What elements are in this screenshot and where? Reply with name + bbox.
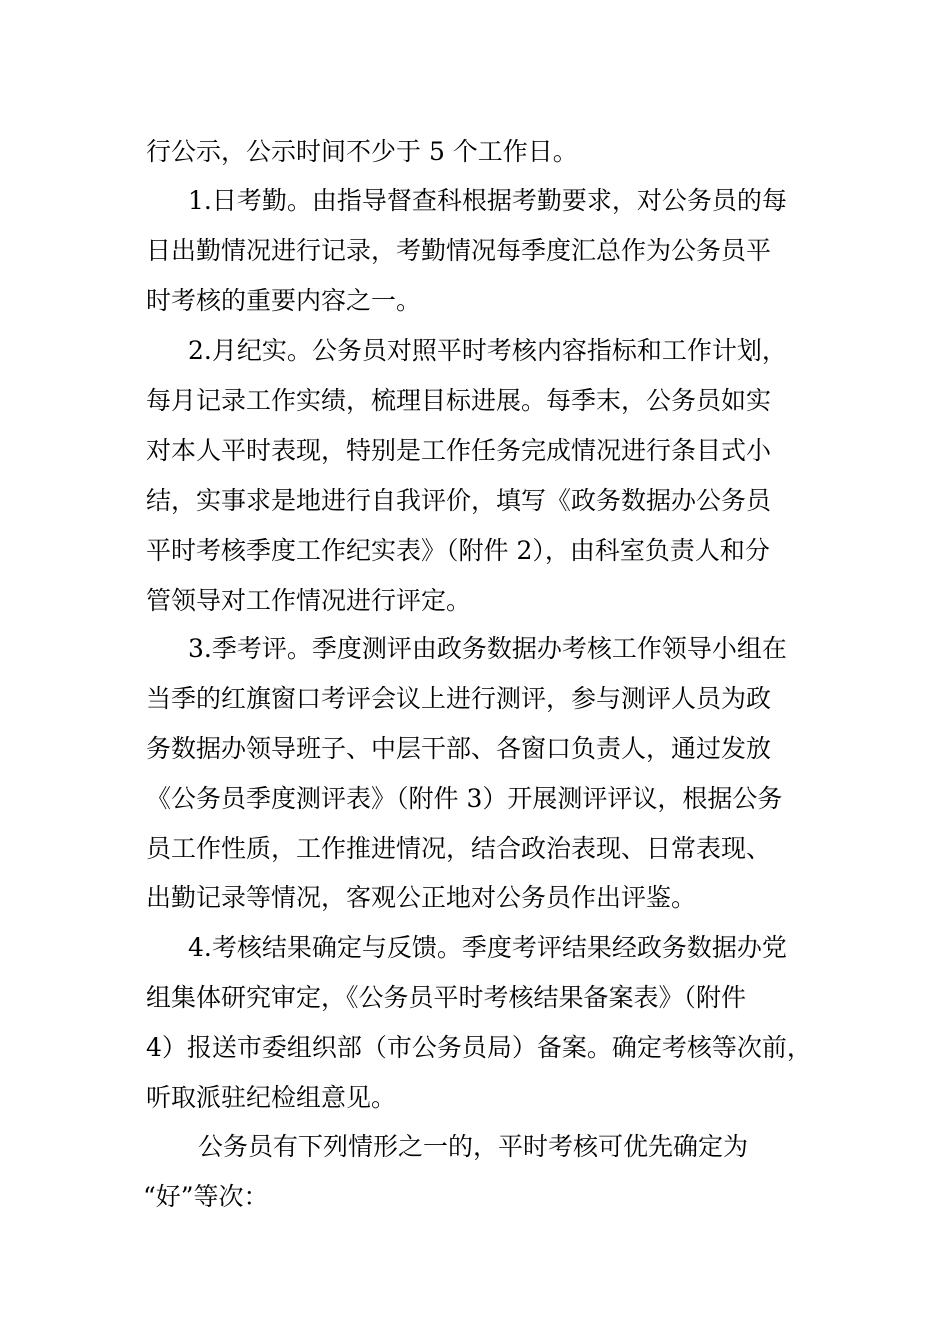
paragraph-line: 时考核的重要内容之一。 bbox=[146, 286, 422, 315]
paragraph-line: “好”等次： bbox=[143, 1182, 269, 1211]
paragraph-line: 管领导对工作情况进行评定。 bbox=[146, 586, 472, 615]
paragraph-line: 《公务员季度测评表》（附件 3）开展测评评议，根据公务 bbox=[146, 784, 783, 813]
paragraph-line: 对本人平时表现，特别是工作任务完成情况进行条目式小 bbox=[146, 436, 772, 465]
paragraph-line: 员工作性质，工作推进情况，结合政治表现、日常表现、 bbox=[146, 834, 772, 863]
paragraph-line: 平时考核季度工作纪实表》（附件 2），由科室负责人和分 bbox=[146, 536, 770, 565]
paragraph-line: 组集体研究审定，《公务员平时考核结果备案表》（附件 bbox=[146, 983, 747, 1012]
paragraph-line: 公务员有下列情形之一的，平时考核可优先确定为 bbox=[198, 1132, 749, 1161]
paragraph-line: 1.日考勤。由指导督查科根据考勤要求，对公务员的每 bbox=[188, 186, 787, 215]
paragraph-line: 3.季考评。季度测评由政务数据办考核工作领导小组在 bbox=[188, 634, 787, 663]
paragraph-line: 每月记录工作实绩，梳理目标进展。每季末，公务员如实 bbox=[146, 386, 772, 415]
paragraph-line: 日出勤情况进行记录，考勤情况每季度汇总作为公务员平 bbox=[146, 236, 772, 265]
paragraph-line: 听取派驻纪检组意见。 bbox=[146, 1083, 397, 1112]
paragraph-line: 行公示，公示时间不少于 5 个工作日。 bbox=[146, 137, 578, 166]
paragraph-line: 出勤记录等情况，客观公正地对公务员作出评鉴。 bbox=[146, 883, 697, 912]
paragraph-line: 务数据办领导班子、中层干部、各窗口负责人，通过发放 bbox=[146, 734, 772, 763]
paragraph-line: 4.考核结果确定与反馈。季度考评结果经政务数据办党 bbox=[188, 933, 787, 962]
paragraph-line: 当季的红旗窗口考评会议上进行测评，参与测评人员为政 bbox=[146, 684, 772, 713]
paragraph-line: 4）报送市委组织部（市公务员局）备案。确定考核等次前， bbox=[146, 1033, 812, 1062]
paragraph-line: 2.月纪实。公务员对照平时考核内容指标和工作计划， bbox=[188, 336, 787, 365]
paragraph-line: 结，实事求是地进行自我评价，填写《政务数据办公务员 bbox=[146, 486, 772, 515]
